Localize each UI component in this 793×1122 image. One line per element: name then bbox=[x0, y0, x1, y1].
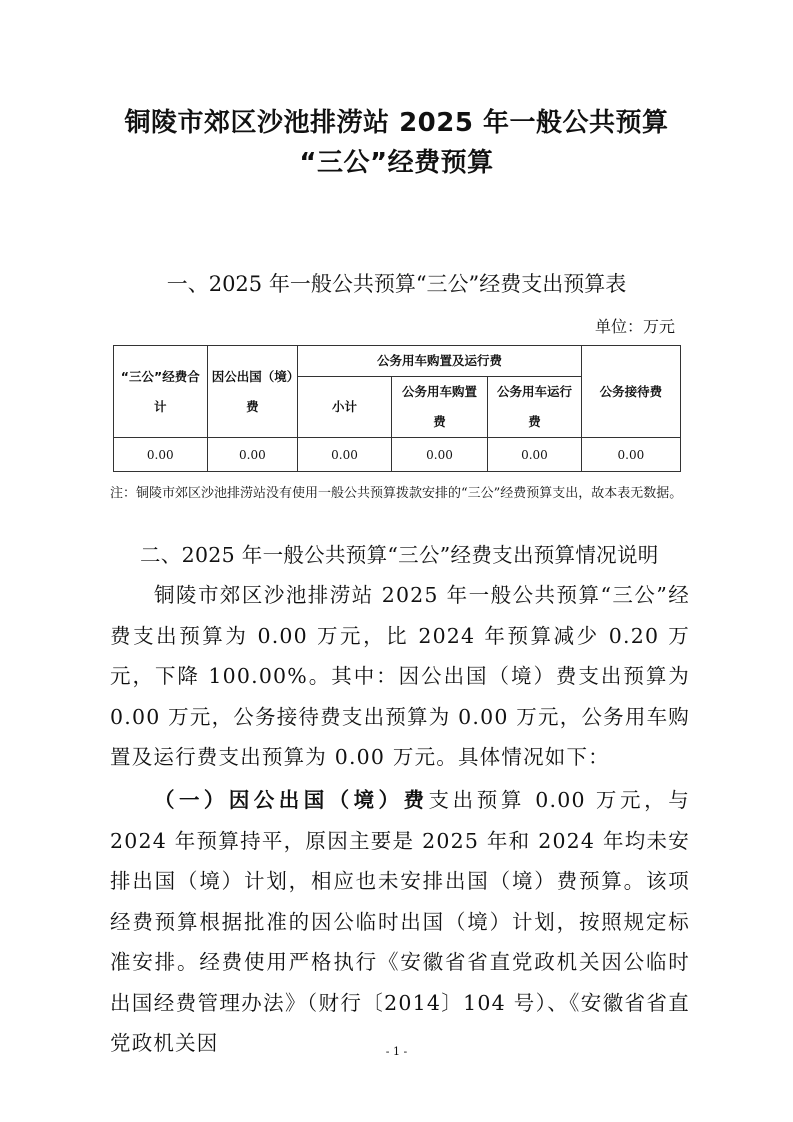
document-title-line1: 铜陵市郊区沙池排涝站 2025 年一般公共预算 bbox=[124, 108, 669, 138]
unit-label: 单位：万元 bbox=[594, 317, 675, 336]
value-vehicle-purchase: 0.00 bbox=[391, 438, 487, 472]
section1-heading: 一、2025 年一般公共预算“三公”经费支出预算表 bbox=[166, 272, 627, 296]
paragraph-summary: 铜陵市郊区沙池排涝站 2025 年一般公共预算“三公”经费支出预算为 0.00 万元，比 2024 年预算减少 0.20 万元，下降 100.00%。其中：因公出国（境）费支出预算为 0.00 万元，公务接待费支出预算为 0.00 万元，公务用车购置及运行费支出预算为 0.00 万元。具体情况如下： bbox=[110, 583, 690, 769]
value-reception: 0.00 bbox=[581, 438, 680, 472]
value-abroad: 0.00 bbox=[207, 438, 298, 472]
table-note: 注：铜陵市郊区沙池排涝站没有使用一般公共预算拨款安排的“三公”经费预算支出，故本表无数据。 bbox=[110, 486, 683, 501]
header-total: “三公”经费合计 bbox=[114, 346, 208, 438]
section2-heading: 二、2025 年一般公共预算“三公”经费支出预算情况说明 bbox=[140, 543, 659, 567]
document-title-line2: “三公”经费预算 bbox=[299, 148, 494, 178]
value-total: 0.00 bbox=[114, 438, 208, 472]
paragraph-abroad-expense bbox=[110, 780, 690, 1064]
three-public-expense-table bbox=[113, 345, 681, 472]
table-row bbox=[114, 438, 681, 472]
paragraph-abroad-heading: （一）因公出国（境）费 bbox=[154, 788, 429, 812]
header-vehicle-group: 公务用车购置及运行费 bbox=[298, 346, 581, 377]
header-vehicle-purchase: 公务用车购置费 bbox=[391, 377, 487, 438]
header-reception: 公务接待费 bbox=[581, 346, 680, 438]
page-number: - 1 - bbox=[385, 1045, 408, 1058]
header-abroad: 因公出国（境）费 bbox=[207, 346, 298, 438]
value-vehicle-operation: 0.00 bbox=[488, 438, 582, 472]
paragraph-abroad-body: 支出预算 0.00 万元，与 2024 年预算持平，原因主要是 2025 年和 2024 年均未安排出国（境）计划，相应也未安排出国（境）费预算。该项经费预算根据批准的因公临时出国（境）计划，按照规定标准安排。经费使用严格执行《安徽省省直党政机关因公临时出国经费管理办法》（财行〔2014〕104 号）、《安徽省省直党政机关因 bbox=[110, 788, 691, 1055]
value-subtotal: 0.00 bbox=[298, 438, 392, 472]
header-subtotal: 小计 bbox=[298, 377, 392, 438]
header-vehicle-operation: 公务用车运行费 bbox=[488, 377, 582, 438]
